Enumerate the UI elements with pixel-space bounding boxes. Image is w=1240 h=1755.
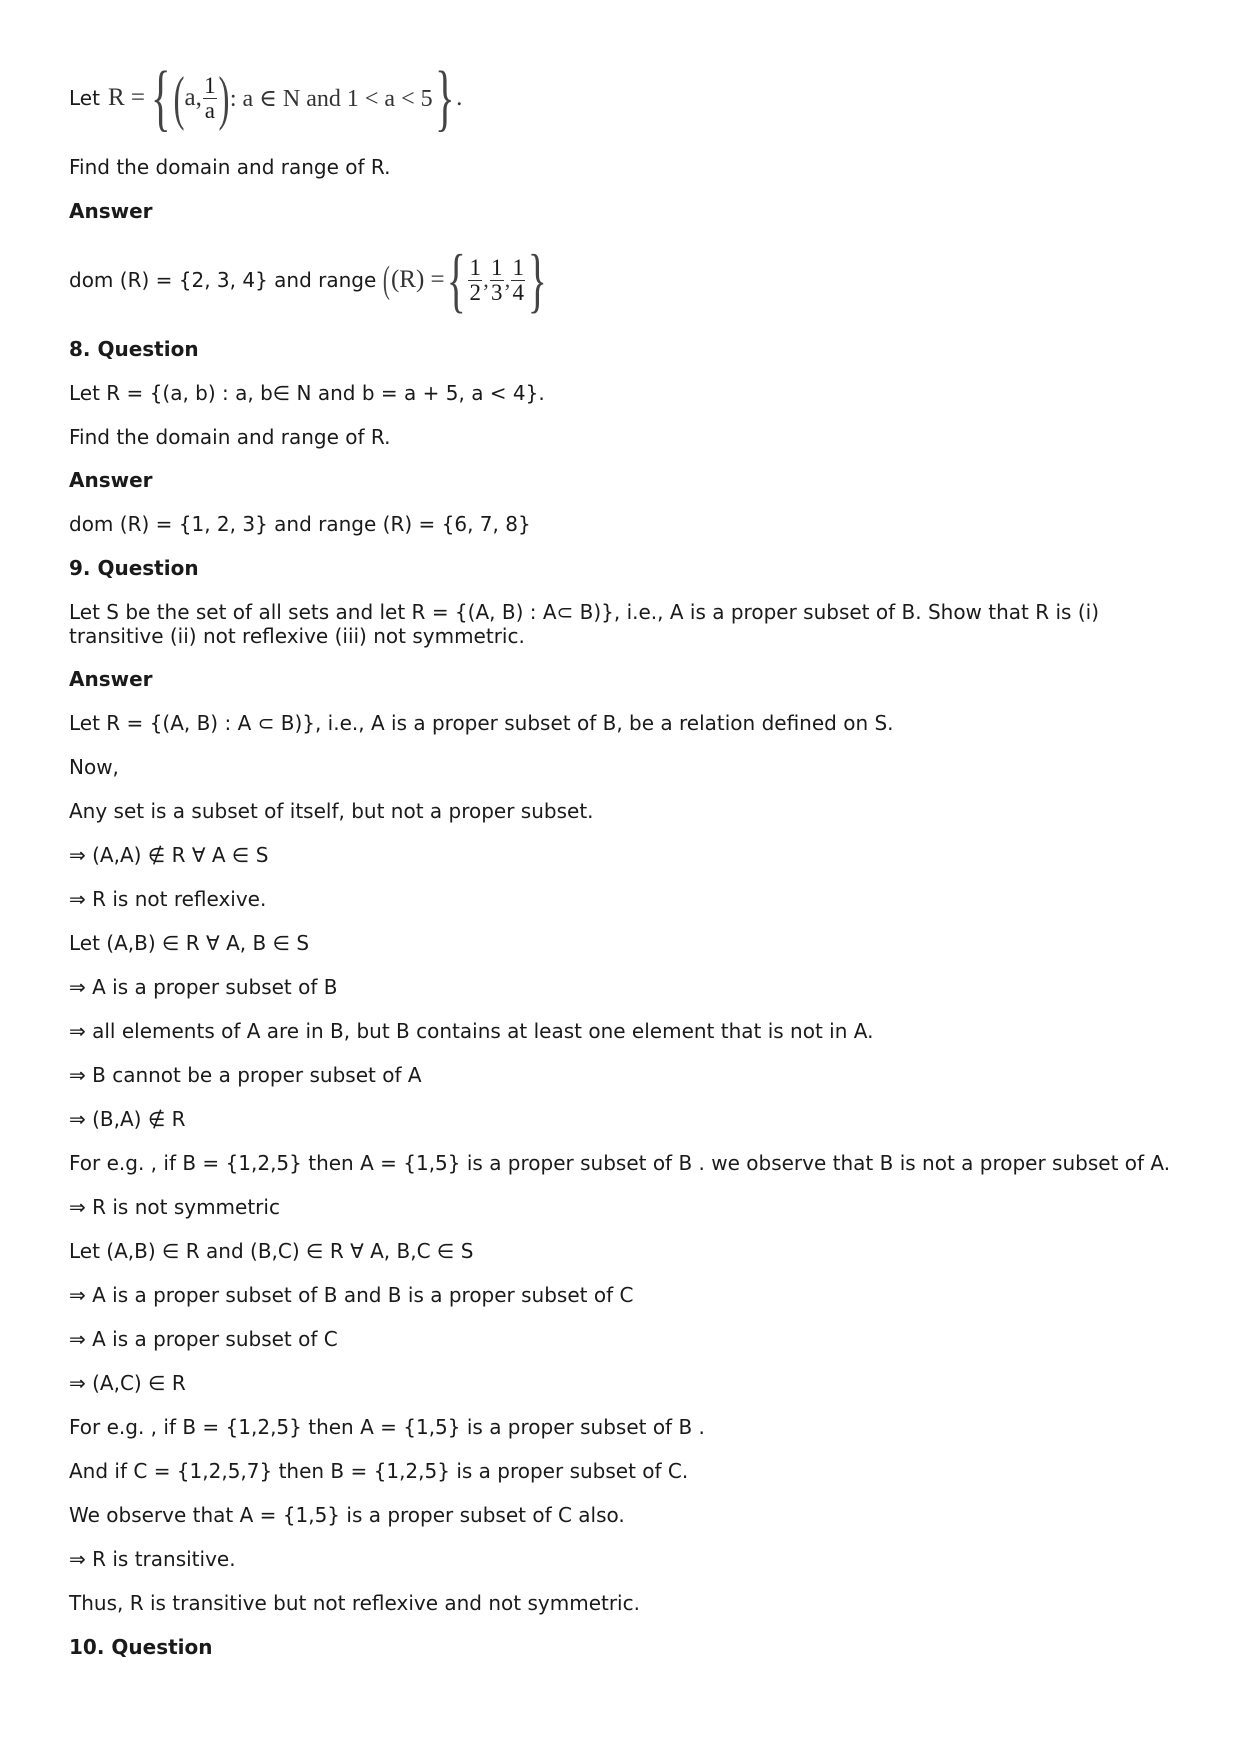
range-close-brace: } xyxy=(527,240,547,320)
range-num-3: 1 xyxy=(512,254,524,280)
q9-line-19: We observe that A = {1,5} is a proper subset of C also. xyxy=(69,1503,625,1527)
q9-line-16: ⇒ (A,C) ∈ R xyxy=(69,1371,186,1395)
q7-find-text: Find the domain and range of R. xyxy=(69,155,391,179)
q10-heading: 10. Question xyxy=(69,1635,213,1659)
range-open-paren: ( xyxy=(383,259,391,301)
range-num-1: 1 xyxy=(469,254,481,280)
q9-line-20: ⇒ R is transitive. xyxy=(69,1547,236,1571)
q9-line-1: Let R = {(A, B) : A ⊂ B)}, i.e., A is a proper subset of B, be a relation defined on S. xyxy=(69,711,894,735)
q9-line-2: Now, xyxy=(69,755,119,779)
range-num-2: 1 xyxy=(490,254,503,280)
q9-question: Let S be the set of all sets and let R = {(A, B) : A⊂ B)}, i.e., A is a proper subset of B. Show that R is (i) transitive (ii) not reflexive (iii) not symmetric. xyxy=(69,600,1099,648)
fraction-numerator: 1 xyxy=(204,72,216,98)
q8-heading: 8. Question xyxy=(69,337,199,361)
q9-line-17: For e.g. , if B = {1,2,5} then A = {1,5} is a proper subset of B . xyxy=(69,1415,705,1439)
range-fraction-1 xyxy=(468,254,482,305)
open-brace: { xyxy=(150,57,171,139)
range-open-brace: { xyxy=(446,240,466,320)
q8-line-2: Find the domain and range of R. xyxy=(69,425,391,449)
q8-answer-text: dom (R) = {1, 2, 3} and range (R) = {6, 7, 8} xyxy=(69,512,531,536)
q9-line-10: ⇒ (B,A) ∉ R xyxy=(69,1107,186,1131)
fraction-one-over-a xyxy=(203,72,217,123)
range-den-1: 2 xyxy=(469,279,481,305)
q9-answer-label: Answer xyxy=(69,667,153,691)
q9-line-12: ⇒ R is not symmetric xyxy=(69,1195,280,1219)
q9-line-9: ⇒ B cannot be a proper subset of A xyxy=(69,1063,422,1087)
range-comma: , xyxy=(483,267,489,292)
close-paren: ) xyxy=(218,65,230,131)
range-comma: , xyxy=(504,267,511,292)
q9-line-11: For e.g. , if B = {1,2,5} then A = {1,5} is a proper subset of B . we observe that B is not a proper subset of A. xyxy=(69,1151,1171,1175)
let-prefix: Let xyxy=(69,86,100,110)
close-brace: } xyxy=(434,57,455,139)
range-den-2: 3 xyxy=(490,279,503,305)
q9-line-18: And if C = {1,2,5,7} then B = {1,2,5} is a proper subset of C. xyxy=(69,1459,689,1483)
q9-line-3: Any set is a subset of itself, but not a proper subset. xyxy=(69,799,594,823)
q9-line-21: Thus, R is transitive but not reflexive and not symmetric. xyxy=(69,1591,640,1615)
open-paren: ( xyxy=(172,65,184,131)
q9-line-13: Let (A,B) ∈ R and (B,C) ∈ R ∀ A, B,C ∈ S xyxy=(69,1239,474,1263)
q7-answer-label: Answer xyxy=(69,199,153,223)
q9-line-5: ⇒ R is not reflexive. xyxy=(69,887,267,911)
range-fraction-3 xyxy=(511,254,525,305)
q8-answer-label: Answer xyxy=(69,468,153,492)
q9-line-8: ⇒ all elements of A are in B, but B contains at least one element that is not in A. xyxy=(69,1019,874,1043)
range-fraction-2 xyxy=(490,254,504,305)
q8-line-1: Let R = {(a, b) : a, b∈ N and b = a + 5, a < 4}. xyxy=(69,381,545,405)
q9-line-7: ⇒ A is a proper subset of B xyxy=(69,975,338,999)
q9-heading: 9. Question xyxy=(69,556,199,580)
definition-period: . xyxy=(456,84,463,111)
relation-definition xyxy=(69,57,463,139)
relation-lhs: R = xyxy=(107,84,145,111)
range-den-3: 4 xyxy=(512,279,524,305)
pair-first: a, xyxy=(184,84,202,111)
q9-line-4: ⇒ (A,A) ∉ R ∀ A ∈ S xyxy=(69,843,269,867)
q9-line-6: Let (A,B) ∈ R ∀ A, B ∈ S xyxy=(69,931,310,955)
q7-answer xyxy=(69,240,549,320)
q9-line-14: ⇒ A is a proper subset of B and B is a proper subset of C xyxy=(69,1283,634,1307)
relation-condition: : a ∈ N and 1 < a < 5 xyxy=(229,85,433,112)
q9-line-15: ⇒ A is a proper subset of C xyxy=(69,1327,338,1351)
fraction-denominator: a xyxy=(204,97,215,123)
q7-answer-text: dom (R) = {2, 3, 4} and range xyxy=(69,268,377,292)
range-lhs: (R) = xyxy=(390,266,445,293)
